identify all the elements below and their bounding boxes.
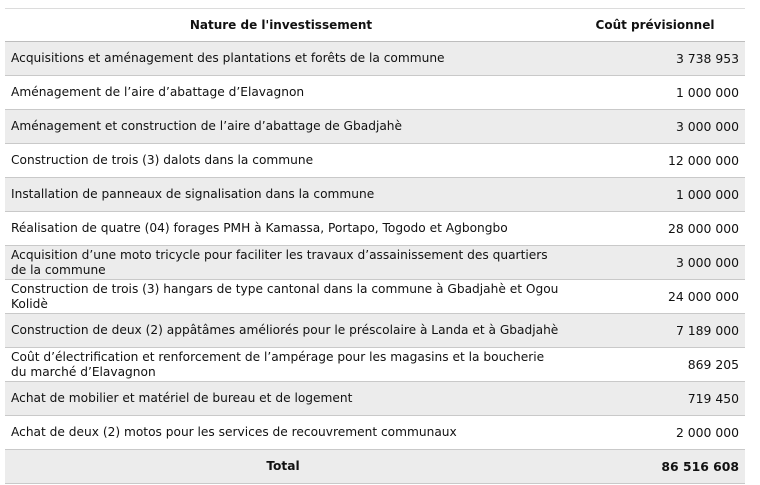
total-row — [5, 450, 745, 484]
row-value: 3 000 000 — [675, 255, 739, 270]
row-label: Achat de deux (2) motos pour les services de recouvrement communaux — [11, 425, 457, 439]
table-row — [5, 110, 745, 144]
row-value: 3 738 953 — [675, 51, 739, 66]
row-label: Aménagement et construction de l’aire d’abattage de Gbadjahè — [11, 119, 403, 133]
total-value: 86 516 608 — [661, 459, 739, 474]
table-row — [5, 348, 745, 382]
row-label: Construction de deux (2) appâtâmes améliorés pour le préscolaire à Landa et à Gbadjahè — [11, 323, 559, 337]
table-row — [5, 246, 745, 280]
row-label: Achat de mobilier et matériel de bureau et de logement — [11, 391, 353, 405]
row-value: 1 000 000 — [675, 187, 739, 202]
table-row — [5, 42, 745, 76]
row-label: Acquisition d’une moto tricycle pour faciliter les travaux d’assainissement des quartiers de la commune — [11, 247, 548, 277]
row-value: 7 189 000 — [675, 323, 739, 338]
row-label: Acquisitions et aménagement des plantations et forêts de la commune — [11, 51, 445, 65]
table-row — [5, 144, 745, 178]
total-label: Total — [266, 459, 300, 473]
table-row — [5, 76, 745, 110]
row-value: 12 000 000 — [668, 153, 739, 168]
table-row — [5, 212, 745, 246]
row-value: 24 000 000 — [668, 289, 739, 304]
table-row — [5, 416, 745, 450]
row-label: Installation de panneaux de signalisation dans la commune — [11, 187, 375, 201]
row-label: Construction de trois (3) hangars de type cantonal dans la commune à Gbadjahè et Ogou Kolidè — [11, 281, 559, 311]
row-value: 28 000 000 — [668, 221, 739, 236]
row-value: 3 000 000 — [675, 119, 739, 134]
table-header — [5, 8, 745, 42]
table-row — [5, 314, 745, 348]
row-value: 719 450 — [687, 391, 739, 406]
header-nature: Nature de l'investissement — [189, 17, 373, 32]
table-row — [5, 178, 745, 212]
row-value: 869 205 — [687, 357, 739, 372]
investment-table — [5, 8, 745, 484]
header-cost: Coût prévisionnel — [595, 18, 715, 32]
row-value: 1 000 000 — [675, 85, 739, 100]
row-label: Réalisation de quatre (04) forages PMH à Kamassa, Portapo, Togodo et Agbongbo — [11, 221, 508, 235]
row-label: Aménagement de l’aire d’abattage d’Elavagnon — [11, 85, 305, 99]
row-value: 2 000 000 — [675, 425, 739, 440]
table-row — [5, 280, 745, 314]
table-row — [5, 382, 745, 416]
row-label: Coût d’électrification et renforcement de l’ampérage pour les magasins et la boucherie du marché d’Elavagnon — [11, 349, 545, 379]
row-label: Construction de trois (3) dalots dans la commune — [11, 153, 314, 167]
